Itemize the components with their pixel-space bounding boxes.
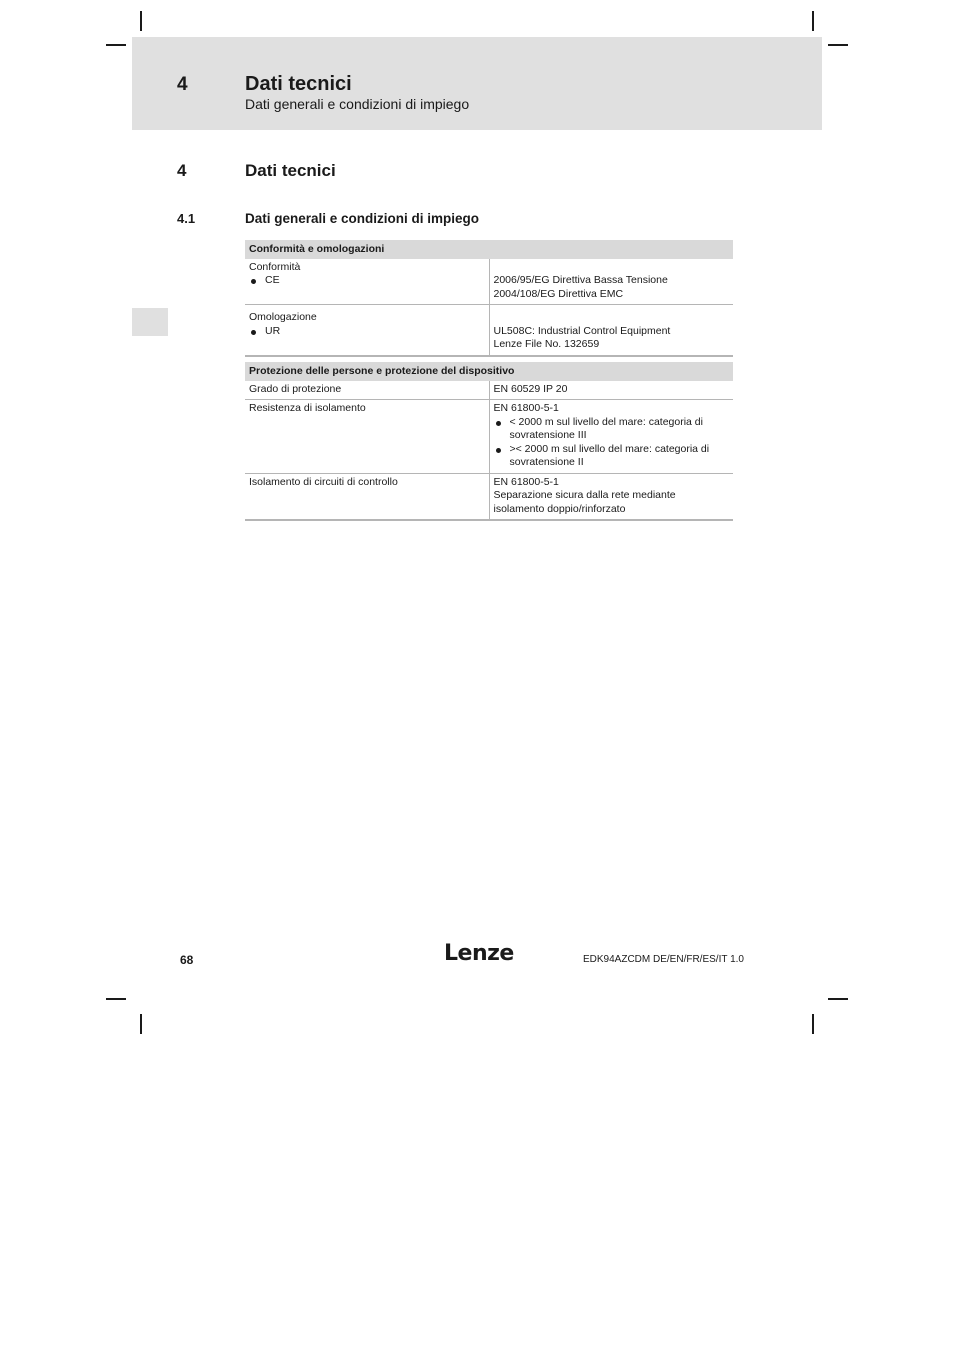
chapter-side-tab — [132, 308, 168, 336]
heading2-title: Dati generali e condizioni di impiego — [245, 211, 480, 226]
page-number: 68 — [180, 953, 194, 967]
bullet-item: CE — [249, 274, 485, 288]
value-line: 2004/108/EG Direttiva EMC — [493, 287, 624, 300]
row-value-cell — [489, 305, 733, 356]
row-label: Conformità — [249, 260, 301, 273]
value-line: Lenze File No. 132659 — [493, 338, 600, 350]
row-label-cell — [245, 305, 489, 356]
table-header: Conformità e omologazioni — [245, 240, 733, 259]
row-value: EN 61800-5-1 — [493, 475, 559, 488]
crop-mark — [812, 11, 814, 31]
heading2-number: 4.1 — [177, 211, 196, 226]
protection-table — [245, 362, 733, 521]
table-row — [245, 400, 733, 474]
chapter-number: 4 — [177, 74, 188, 95]
crop-mark — [106, 44, 126, 46]
heading1-title: Dati tecnici — [245, 161, 336, 180]
row-value-cell — [489, 400, 733, 474]
row-value: EN 60529 IP 20 — [489, 381, 733, 400]
conformity-table — [245, 240, 733, 357]
lenze-logo: Lenze — [444, 941, 514, 966]
heading1-number: 4 — [177, 161, 187, 180]
value-line: 2006/95/EG Direttiva Bassa Tensione — [493, 274, 668, 286]
crop-mark — [140, 11, 142, 31]
row-label: Resistenza di isolamento — [245, 400, 489, 474]
table-row — [245, 259, 733, 305]
table-header: Protezione delle persone e protezione del dispositivo — [245, 362, 733, 381]
table-row — [245, 473, 733, 520]
header-band — [132, 37, 822, 130]
crop-mark — [106, 998, 126, 1000]
bullet-item: < 2000 m sul livello del mare: categoria di sovratensione III — [494, 416, 730, 443]
bullet-item: UR — [249, 325, 485, 339]
crop-mark — [828, 998, 848, 1000]
crop-mark — [140, 1014, 142, 1034]
crop-mark — [828, 44, 848, 46]
row-value-detail: Separazione sicura dalla rete mediante isolamento doppio/rinforzato — [493, 489, 676, 515]
row-label: Isolamento di circuiti di controllo — [245, 473, 489, 520]
section-subtitle: Dati generali e condizioni di impiego — [245, 96, 470, 112]
row-value-cell — [489, 473, 733, 520]
value-line: UL508C: Industrial Control Equipment — [493, 324, 671, 337]
table-row — [245, 305, 733, 356]
row-value-cell — [489, 259, 733, 305]
row-label: Grado di protezione — [245, 381, 489, 400]
crop-mark — [812, 1014, 814, 1034]
row-label-cell — [245, 259, 489, 305]
row-label: Omologazione — [249, 311, 317, 323]
chapter-title: Dati tecnici — [245, 73, 352, 95]
document-id: EDK94AZCDM DE/EN/FR/ES/IT 1.0 — [583, 954, 744, 965]
bullet-item: >< 2000 m sul livello del mare: categoria di sovratensione II — [494, 443, 730, 470]
row-value: EN 61800-5-1 — [493, 402, 559, 414]
table-row — [245, 381, 733, 400]
